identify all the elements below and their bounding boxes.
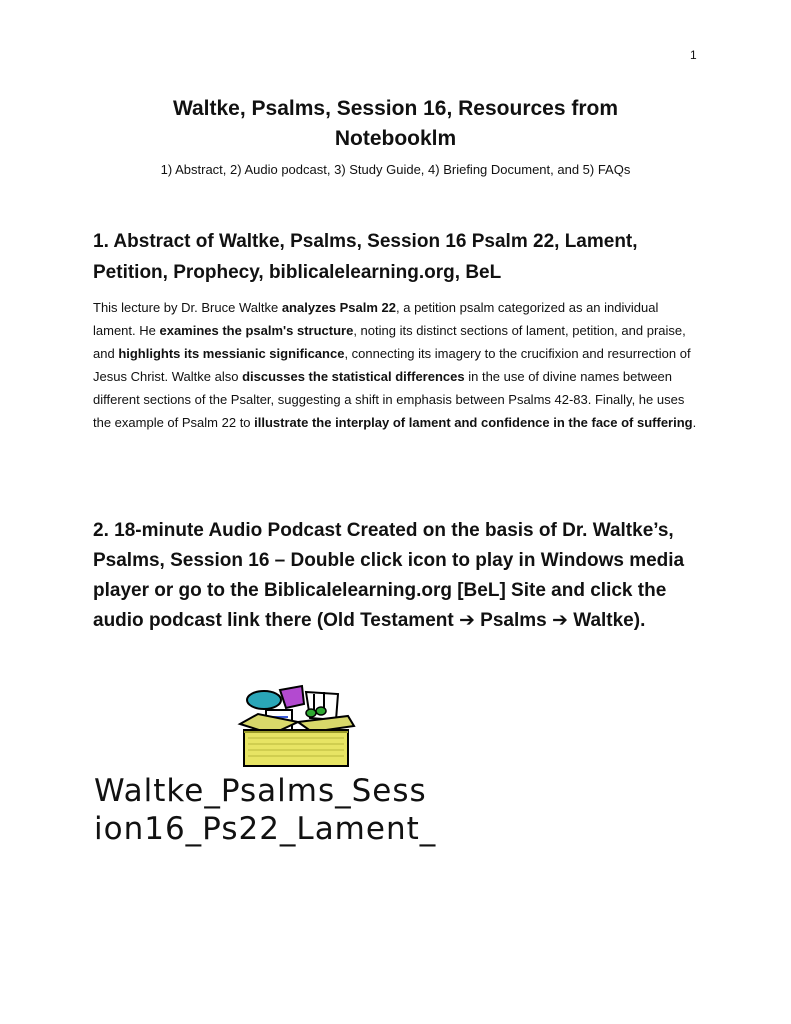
abstract-text: in the use of divine names between different sections of the Psalter, suggesting a shift in emphasis between Psalms 42-83. Finally, he uses the example of Psalm 22 to <box>93 369 685 430</box>
podcast-heading-text: Psalms <box>474 610 553 631</box>
podcast-heading-text: 2. 18-minute Audio Podcast Created on the basis of Dr. Waltke’s, Psalms, Session 16 – Double click icon to play in Windows media player or go to the Biblicalelearning.org [BeL] Site and click the audio podcast link there (Old Testament <box>93 520 685 631</box>
arrow-right-icon: ➔ <box>552 610 568 631</box>
abstract-paragraph <box>93 296 699 434</box>
abstract-bold: discusses the statistical differences <box>242 369 465 384</box>
podcast-heading <box>93 516 703 636</box>
abstract-bold: highlights its messianic significance <box>118 346 345 361</box>
abstract-text: , noting its distinct sections of lament, petition, and praise, and <box>93 323 686 361</box>
abstract-text: , a petition psalm categorized as an individual lament. He <box>93 300 659 338</box>
abstract-bold: illustrate the interplay of lament and confidence in the face of suffering <box>254 415 693 430</box>
package-icon[interactable] <box>232 682 362 768</box>
page-number: 1 <box>690 48 697 62</box>
abstract-text: , connecting its imagery to the crucifixion and resurrection of Jesus Christ. Waltke also <box>93 346 691 384</box>
document-title <box>120 94 671 154</box>
abstract-bold: examines the psalm's structure <box>159 323 354 338</box>
abstract-bold: analyzes Psalm 22 <box>281 300 397 315</box>
abstract-text: . <box>692 415 697 430</box>
document-subtitle: 1) Abstract, 2) Audio podcast, 3) Study Guide, 4) Briefing Document, and 5) FAQs <box>160 162 631 177</box>
arrow-right-icon: ➔ <box>458 610 475 631</box>
package-filename[interactable]: Waltke_Psalms_Sess ion16_Ps22_Lament_ <box>94 773 437 847</box>
title-line-2: Notebooklm <box>334 127 457 150</box>
abstract-heading: 1. Abstract of Waltke, Psalms, Session 16 Psalm 22, Lament, Petition, Prophecy, biblicalelearning.org, BeL <box>93 231 638 283</box>
abstract-text: This lecture by Dr. Bruce Waltke <box>93 300 282 315</box>
title-line-1: Waltke, Psalms, Session 16, Resources from <box>172 97 619 120</box>
podcast-heading-text: Waltke). <box>567 610 646 631</box>
